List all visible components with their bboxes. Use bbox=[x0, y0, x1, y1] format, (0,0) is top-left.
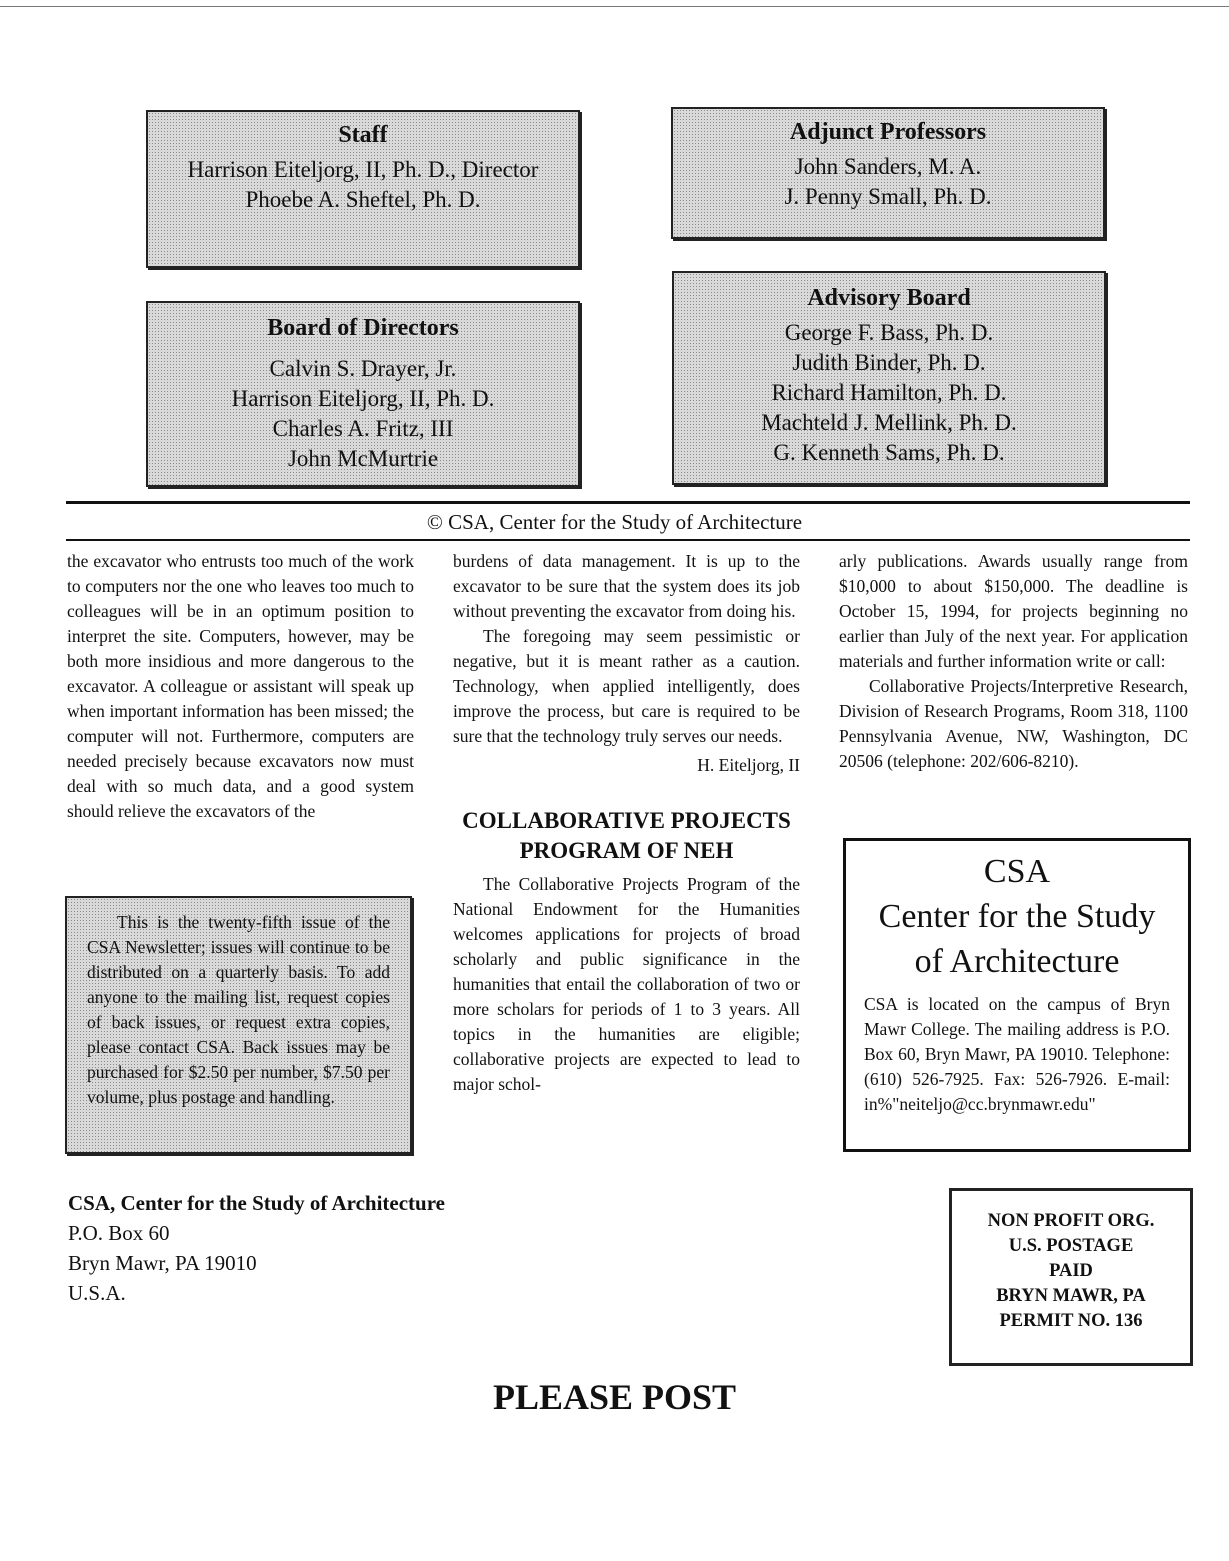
advisory-board-box bbox=[672, 271, 1106, 485]
top-scan-line bbox=[0, 6, 1229, 7]
board-of-directors-box bbox=[146, 301, 580, 487]
postage-indicia bbox=[949, 1188, 1193, 1366]
board-member: John McMurtrie bbox=[287, 446, 439, 471]
newsletter-notice: This is the twenty-fifth issue of the CSA Newsletter; issues will continue to be distributed on a quarterly basis. To add anyone to the mailing list, request copies of back issues, or request extra copies, please contact CSA. Back issues may be purchased for $2.50 per number, $7.50 per volume, plus postage and handling. bbox=[87, 912, 390, 1107]
staff-member: Harrison Eiteljorg, II, Ph. D., Director bbox=[187, 157, 539, 182]
advisory-title: Advisory Board bbox=[807, 285, 971, 311]
divider-rule bbox=[66, 539, 1190, 541]
board-member: Calvin S. Drayer, Jr. bbox=[269, 356, 457, 381]
section-heading-line: COLLABORATIVE PROJECTS bbox=[462, 808, 791, 833]
column-1 bbox=[67, 549, 414, 824]
csa-location-text: CSA is located on the campus of Bryn Mawr College. The mailing address is P.O. Box 60, Bryn Mawr, PA 19010. Telephone: (610) 526-7925. Fax: 526-7926. E-mail: in%"neiteljo@cc.brynmawr.edu" bbox=[864, 994, 1170, 1114]
address-line: Bryn Mawr, PA 19010 bbox=[68, 1251, 257, 1275]
adjunct-member: John Sanders, M. A. bbox=[794, 154, 982, 179]
mailing-address bbox=[68, 1188, 445, 1308]
column-3 bbox=[839, 549, 1188, 774]
advisory-member: Richard Hamilton, Ph. D. bbox=[771, 380, 1007, 405]
newsletter-notice-box bbox=[65, 896, 412, 1154]
advisory-member: G. Kenneth Sams, Ph. D. bbox=[773, 440, 1005, 465]
author-signature: H. Eiteljorg, II bbox=[697, 755, 800, 775]
csa-name: CSA bbox=[983, 853, 1051, 890]
board-member: Harrison Eiteljorg, II, Ph. D. bbox=[231, 386, 495, 411]
advisory-member: George F. Bass, Ph. D. bbox=[784, 320, 994, 345]
section-heading bbox=[453, 806, 800, 866]
address-line: U.S.A. bbox=[68, 1281, 126, 1305]
adjunct-professors-box bbox=[671, 107, 1105, 239]
advisory-member: Machteld J. Mellink, Ph. D. bbox=[761, 410, 1017, 435]
csa-name: Center for the Study bbox=[878, 898, 1156, 935]
advisory-member: Judith Binder, Ph. D. bbox=[792, 350, 986, 375]
staff-title: Staff bbox=[338, 122, 388, 148]
divider-rule bbox=[66, 501, 1190, 504]
article-paragraph: Collaborative Projects/Interpretive Research, Division of Research Programs, Room 318, 1100 Pennsylvania Avenue, NW, Washington, DC 20506 (telephone: 202/606-8210). bbox=[839, 676, 1188, 771]
article-paragraph: burdens of data management. It is up to the excavator to be sure that the system does its job without preventing the excavator from doing his. bbox=[453, 551, 800, 621]
staff-box bbox=[146, 110, 580, 268]
postage-line: BRYN MAWR, PA bbox=[996, 1286, 1146, 1306]
address-organization: CSA, Center for the Study of Architecture bbox=[68, 1191, 445, 1215]
postage-line: PAID bbox=[1049, 1261, 1093, 1281]
please-post-heading: PLEASE POST bbox=[492, 1377, 737, 1417]
article-paragraph: The Collaborative Projects Program of the National Endowment for the Humanities welcomes applications for projects of broad scholarly and public significance in the humanities that entail the collaboration of two or more scholars for periods of 1 to 3 years. All topics in the humanities are eligible; collaborative projects are expected to lead to major schol- bbox=[453, 874, 800, 1094]
adjunct-title: Adjunct Professors bbox=[789, 119, 987, 145]
staff-member: Phoebe A. Sheftel, Ph. D. bbox=[245, 187, 481, 212]
csa-info-box bbox=[843, 838, 1191, 1152]
address-line: P.O. Box 60 bbox=[68, 1221, 170, 1245]
board-title: Board of Directors bbox=[267, 315, 459, 341]
board-member: Charles A. Fritz, III bbox=[272, 416, 454, 441]
column-2 bbox=[453, 549, 800, 1097]
postage-line: U.S. POSTAGE bbox=[1008, 1236, 1134, 1256]
copyright-caption: © CSA, Center for the Study of Architecture bbox=[426, 510, 803, 534]
article-continuation: the excavator who entrusts too much of the work to computers nor the one who leaves too much to colleagues will be in an optimum position to interpret the site. Computers, however, may be both more insidious and more dangerous to the excavator. A colleague or assistant will speak up when important information has been missed; the computer will not. Furthermore, computers are needed precisely because excavators now must deal with so much data, and a good system should relieve the excavators of the bbox=[67, 551, 414, 821]
adjunct-member: J. Penny Small, Ph. D. bbox=[784, 184, 992, 209]
article-paragraph: arly publications. Awards usually range from $10,000 to about $150,000. The deadline is October 15, 1994, for projects beginning no earlier than July of the next year. For application materials and further information write or call: bbox=[839, 551, 1188, 671]
postage-line: NON PROFIT ORG. bbox=[987, 1211, 1155, 1231]
section-heading-line: PROGRAM OF NEH bbox=[519, 838, 734, 863]
csa-name: of Architecture bbox=[914, 943, 1120, 980]
postage-line: PERMIT NO. 136 bbox=[999, 1311, 1143, 1331]
article-paragraph: The foregoing may seem pessimistic or negative, but it is meant rather as a caution. Technology, when applied intelligently, does improve the process, but care is required to be sure that the technology truly serves our needs. bbox=[453, 626, 800, 746]
